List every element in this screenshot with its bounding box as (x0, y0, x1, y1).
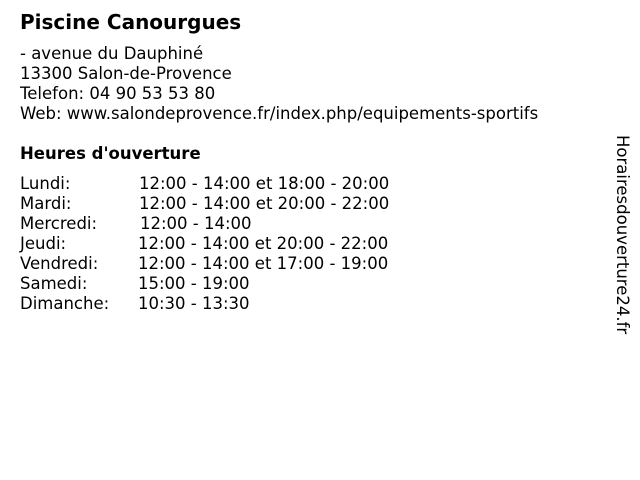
phone-number: Telefon: 04 90 53 53 80 (20, 84, 216, 103)
day-label: Jeudi: (20, 234, 67, 253)
day-hours: 12:00 - 14:00 et 18:00 - 20:00 (139, 174, 390, 193)
day-label: Mardi: (20, 194, 72, 213)
day-hours: 12:00 - 14:00 et 20:00 - 22:00 (139, 194, 390, 213)
address-city: 13300 Salon-de-Provence (20, 64, 232, 83)
opening-hours-heading: Heures d'ouverture (20, 144, 201, 163)
day-label: Dimanche: (20, 294, 110, 313)
brand-watermark: Horairesdouverture24.fr (613, 135, 632, 335)
website-link[interactable]: Web: www.salondeprovence.fr/index.php/equipements-sportifs (20, 104, 539, 123)
day-hours: 15:00 - 19:00 (138, 274, 250, 293)
day-label: Samedi: (20, 274, 88, 293)
address-street: - avenue du Dauphiné (20, 44, 204, 63)
day-hours: 10:30 - 13:30 (138, 294, 250, 313)
day-hours: 12:00 - 14:00 et 20:00 - 22:00 (138, 234, 389, 253)
day-label: Vendredi: (20, 254, 99, 273)
day-hours: 12:00 - 14:00 (140, 214, 252, 233)
day-label: Mercredi: (20, 214, 98, 233)
place-title: Piscine Canourgues (20, 10, 242, 34)
day-hours: 12:00 - 14:00 et 17:00 - 19:00 (138, 254, 389, 273)
address-block (20, 44, 538, 124)
day-label: Lundi: (20, 174, 71, 193)
